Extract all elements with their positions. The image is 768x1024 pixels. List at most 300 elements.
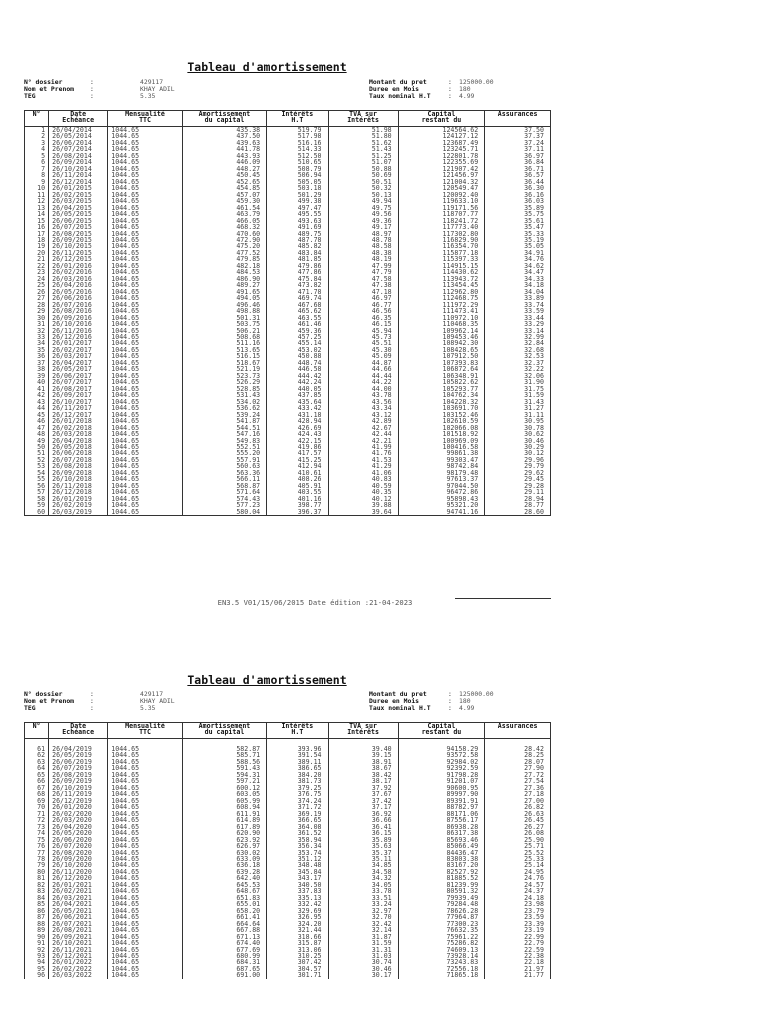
loan-info-left	[24, 691, 224, 713]
amortization-table	[24, 722, 551, 979]
interest-ht-cell: 379.25	[267, 785, 328, 791]
insurance-cell: 28.42	[485, 746, 551, 752]
table-row-spacer	[25, 739, 551, 747]
vat-on-interest-cell: 45.30	[328, 347, 398, 353]
column-header: N°	[25, 723, 49, 739]
due-date-cell: 26/04/2017	[49, 360, 108, 366]
capital-amortization-cell: 441.78	[182, 146, 266, 152]
vat-on-interest-cell: 50.13	[328, 192, 398, 198]
monthly-payment-cell: 1044.65	[108, 843, 183, 849]
vat-on-interest-cell: 44.66	[328, 366, 398, 372]
capital-amortization-cell: 642.40	[182, 875, 266, 881]
interest-ht-cell: 340.50	[267, 882, 328, 888]
row-number-cell: 54	[25, 470, 49, 476]
interest-ht-cell: 403.55	[267, 489, 328, 495]
vat-on-interest-cell: 36.92	[328, 811, 398, 817]
due-date-cell: 26/12/2014	[49, 179, 108, 185]
capital-amortization-cell: 439.63	[182, 140, 266, 146]
due-date-cell: 26/06/2015	[49, 218, 108, 224]
capital-amortization-cell: 566.11	[182, 476, 266, 482]
monthly-payment-cell: 1044.65	[108, 353, 183, 359]
monthly-payment-cell: 1044.65	[108, 850, 183, 856]
capital-amortization-cell: 655.01	[182, 901, 266, 907]
insurance-cell: 37.50	[485, 127, 551, 134]
nom-value: KHAY ADIL	[140, 85, 175, 93]
vat-on-interest-cell: 50.51	[328, 179, 398, 185]
monthly-payment-cell: 1044.65	[108, 895, 183, 901]
due-date-cell: 26/01/2018	[49, 418, 108, 424]
remaining-capital-cell: 105293.77	[398, 386, 485, 392]
due-date-cell: 26/06/2018	[49, 450, 108, 456]
interest-ht-cell: 465.62	[267, 308, 328, 314]
row-number-cell: 2	[25, 133, 49, 139]
capital-amortization-cell: 617.89	[182, 824, 266, 830]
monthly-payment-cell: 1044.65	[108, 133, 183, 139]
capital-amortization-cell: 608.94	[182, 804, 266, 810]
row-number-cell: 55	[25, 476, 49, 482]
due-date-cell: 26/11/2021	[49, 947, 108, 953]
monthly-payment-cell: 1044.65	[108, 412, 183, 418]
vat-on-interest-cell: 48.78	[328, 237, 398, 243]
remaining-capital-cell: 120549.47	[398, 185, 485, 191]
remaining-capital-cell: 75286.82	[398, 940, 485, 946]
interest-ht-cell: 408.26	[267, 476, 328, 482]
due-date-cell: 26/05/2014	[49, 133, 108, 139]
remaining-capital-cell: 119171.56	[398, 205, 485, 211]
remaining-capital-cell: 114915.15	[398, 263, 485, 269]
remaining-capital-cell: 79939.49	[398, 895, 485, 901]
insurance-cell: 32.53	[485, 353, 551, 359]
monthly-payment-cell: 1044.65	[108, 830, 183, 836]
capital-amortization-cell: 571.64	[182, 489, 266, 495]
interest-ht-cell: 450.88	[267, 353, 328, 359]
capital-amortization-cell: 491.65	[182, 289, 266, 295]
monthly-payment-cell: 1044.65	[108, 888, 183, 894]
monthly-payment-cell: 1044.65	[108, 146, 183, 152]
interest-ht-cell: 479.86	[267, 263, 328, 269]
monthly-payment-cell: 1044.65	[108, 489, 183, 495]
remaining-capital-cell: 87556.17	[398, 817, 485, 823]
insurance-cell: 21.97	[485, 966, 551, 972]
row-number-cell: 35	[25, 347, 49, 353]
insurance-cell: 36.57	[485, 172, 551, 178]
page-footer: EN3.5 V01/15/06/2015 Date édition :21-04-2023	[217, 598, 413, 607]
insurance-cell: 31.11	[485, 412, 551, 418]
due-date-cell: 26/08/2019	[49, 772, 108, 778]
interest-ht-cell: 401.16	[267, 496, 328, 502]
due-date-cell: 26/08/2017	[49, 386, 108, 392]
monthly-payment-cell: 1044.65	[108, 914, 183, 920]
row-number-cell: 13	[25, 205, 49, 211]
interest-ht-cell: 519.79	[267, 127, 328, 134]
remaining-capital-cell: 111473.41	[398, 308, 485, 314]
interest-ht-cell: 440.05	[267, 386, 328, 392]
remaining-capital-cell: 72556.18	[398, 966, 485, 972]
insurance-cell: 28.77	[485, 502, 551, 508]
capital-amortization-cell: 588.56	[182, 759, 266, 765]
insurance-cell: 23.59	[485, 914, 551, 920]
remaining-capital-cell: 108942.30	[398, 340, 485, 346]
due-date-cell: 26/06/2020	[49, 837, 108, 843]
row-number-cell: 25	[25, 282, 49, 288]
capital-amortization-cell: 664.64	[182, 921, 266, 927]
vat-on-interest-cell: 32.14	[328, 927, 398, 933]
insurance-cell: 26.08	[485, 830, 551, 836]
insurance-cell: 21.77	[485, 972, 551, 978]
interest-ht-cell: 499.38	[267, 198, 328, 204]
capital-amortization-cell: 687.65	[182, 966, 266, 972]
vat-on-interest-cell: 47.38	[328, 282, 398, 288]
interest-ht-cell: 487.78	[267, 237, 328, 243]
remaining-capital-cell: 102066.08	[398, 425, 485, 431]
monthly-payment-cell: 1044.65	[108, 875, 183, 881]
interest-ht-cell: 381.73	[267, 778, 328, 784]
insurance-cell: 31.90	[485, 379, 551, 385]
vat-on-interest-cell: 37.92	[328, 785, 398, 791]
row-number-cell: 44	[25, 405, 49, 411]
column-header: Assurances	[485, 111, 551, 127]
monthly-payment-cell: 1044.65	[108, 798, 183, 804]
dossier-label: N° dossier	[24, 690, 63, 698]
remaining-capital-cell: 95898.43	[398, 496, 485, 502]
due-date-cell: 26/10/2019	[49, 785, 108, 791]
due-date-cell: 26/01/2016	[49, 263, 108, 269]
remaining-capital-cell: 91798.28	[398, 772, 485, 778]
row-number-cell: 38	[25, 366, 49, 372]
insurance-cell: 27.36	[485, 785, 551, 791]
vat-on-interest-cell: 38.91	[328, 759, 398, 765]
row-number-cell: 9	[25, 179, 49, 185]
interest-ht-cell: 376.75	[267, 791, 328, 797]
remaining-capital-cell: 77300.23	[398, 921, 485, 927]
vat-on-interest-cell: 46.35	[328, 315, 398, 321]
remaining-capital-cell: 83803.38	[398, 856, 485, 862]
insurance-cell: 28.94	[485, 496, 551, 502]
insurance-cell: 23.19	[485, 927, 551, 933]
taux-label: Taux nominal H.T	[369, 92, 431, 100]
due-date-cell: 26/01/2017	[49, 340, 108, 346]
row-number-cell: 40	[25, 379, 49, 385]
remaining-capital-cell: 92392.59	[398, 765, 485, 771]
capital-amortization-cell: 468.32	[182, 224, 266, 230]
capital-amortization-cell: 560.63	[182, 463, 266, 469]
row-number-cell: 7	[25, 166, 49, 172]
insurance-cell: 32.68	[485, 347, 551, 353]
insurance-cell: 34.04	[485, 289, 551, 295]
row-number-cell: 87	[25, 914, 49, 920]
due-date-cell: 26/06/2021	[49, 914, 108, 920]
interest-ht-cell: 405.91	[267, 483, 328, 489]
interest-ht-cell: 457.25	[267, 334, 328, 340]
capital-amortization-cell: 684.31	[182, 959, 266, 965]
monthly-payment-cell: 1044.65	[108, 392, 183, 398]
capital-amortization-cell: 443.93	[182, 153, 266, 159]
vat-on-interest-cell: 34.05	[328, 882, 398, 888]
monthly-payment-cell: 1044.65	[108, 804, 183, 810]
monthly-payment-cell: 1044.65	[108, 340, 183, 346]
insurance-cell: 35.33	[485, 231, 551, 237]
due-date-cell: 26/11/2016	[49, 328, 108, 334]
remaining-capital-cell: 118241.72	[398, 218, 485, 224]
duree-value: 180	[459, 85, 471, 93]
capital-amortization-cell: 484.53	[182, 269, 266, 275]
remaining-capital-cell: 71865.18	[398, 972, 485, 978]
column-header: Amortissement du capital	[182, 723, 266, 739]
vat-on-interest-cell: 37.42	[328, 798, 398, 804]
capital-amortization-cell: 446.09	[182, 159, 266, 165]
vat-on-interest-cell: 49.75	[328, 205, 398, 211]
insurance-cell: 35.05	[485, 243, 551, 249]
monthly-payment-cell: 1044.65	[108, 185, 183, 191]
interest-ht-cell: 495.55	[267, 211, 328, 217]
insurance-cell: 29.28	[485, 483, 551, 489]
due-date-cell: 26/02/2016	[49, 269, 108, 275]
interest-ht-cell: 503.18	[267, 185, 328, 191]
vat-on-interest-cell: 50.32	[328, 185, 398, 191]
row-number-cell: 96	[25, 972, 49, 978]
monthly-payment-cell: 1044.65	[108, 856, 183, 862]
row-number-cell: 34	[25, 340, 49, 346]
capital-amortization-cell: 591.43	[182, 765, 266, 771]
row-number-cell: 57	[25, 489, 49, 495]
insurance-cell: 25.71	[485, 843, 551, 849]
due-date-cell: 26/01/2021	[49, 882, 108, 888]
monthly-payment-cell: 1044.65	[108, 476, 183, 482]
insurance-cell: 33.14	[485, 328, 551, 334]
row-number-cell: 8	[25, 172, 49, 178]
capital-amortization-cell: 633.09	[182, 856, 266, 862]
monthly-payment-cell: 1044.65	[108, 159, 183, 165]
insurance-cell: 35.47	[485, 224, 551, 230]
due-date-cell: 26/03/2019	[49, 509, 108, 516]
insurance-cell: 37.11	[485, 146, 551, 152]
remaining-capital-cell: 110972.10	[398, 315, 485, 321]
remaining-capital-cell: 75961.22	[398, 934, 485, 940]
vat-on-interest-cell: 50.69	[328, 172, 398, 178]
vat-on-interest-cell: 42.67	[328, 425, 398, 431]
loan-info-right	[369, 691, 529, 713]
remaining-capital-cell: 85693.46	[398, 837, 485, 843]
capital-amortization-cell: 437.50	[182, 133, 266, 139]
due-date-cell: 26/03/2017	[49, 353, 108, 359]
due-date-cell: 26/03/2016	[49, 276, 108, 282]
insurance-cell: 27.54	[485, 778, 551, 784]
capital-amortization-cell: 614.89	[182, 817, 266, 823]
remaining-capital-cell: 81239.99	[398, 882, 485, 888]
due-date-cell: 26/06/2019	[49, 759, 108, 765]
remaining-capital-cell: 77964.87	[398, 914, 485, 920]
due-date-cell: 26/10/2018	[49, 476, 108, 482]
monthly-payment-cell: 1044.65	[108, 289, 183, 295]
row-number-cell: 66	[25, 778, 49, 784]
capital-amortization-cell: 661.41	[182, 914, 266, 920]
teg-value: 5.35	[140, 704, 156, 712]
due-date-cell: 26/12/2018	[49, 489, 108, 495]
remaining-capital-cell: 85066.49	[398, 843, 485, 849]
interest-ht-cell: 516.16	[267, 140, 328, 146]
vat-on-interest-cell: 35.37	[328, 850, 398, 856]
capital-amortization-cell: 563.36	[182, 470, 266, 476]
insurance-cell: 34.18	[485, 282, 551, 288]
monthly-payment-cell: 1044.65	[108, 328, 183, 334]
remaining-capital-cell: 74609.13	[398, 947, 485, 953]
monthly-payment-cell: 1044.65	[108, 321, 183, 327]
vat-on-interest-cell: 44.44	[328, 373, 398, 379]
row-number-cell: 43	[25, 399, 49, 405]
insurance-cell: 27.00	[485, 798, 551, 804]
capital-amortization-cell: 494.05	[182, 295, 266, 301]
vat-on-interest-cell: 34.85	[328, 862, 398, 868]
interest-ht-cell: 369.19	[267, 811, 328, 817]
monthly-payment-cell: 1044.65	[108, 959, 183, 965]
capital-amortization-cell: 557.91	[182, 457, 266, 463]
vat-on-interest-cell: 33.51	[328, 895, 398, 901]
due-date-cell: 26/02/2017	[49, 347, 108, 353]
interest-ht-cell: 332.42	[267, 901, 328, 907]
interest-ht-cell: 386.65	[267, 765, 328, 771]
row-number-cell: 32	[25, 328, 49, 334]
colon: :	[90, 704, 94, 712]
insurance-cell: 24.57	[485, 882, 551, 888]
insurance-cell: 29.45	[485, 476, 551, 482]
capital-amortization-cell: 536.62	[182, 405, 266, 411]
remaining-capital-cell: 117773.40	[398, 224, 485, 230]
remaining-capital-cell: 84436.47	[398, 850, 485, 856]
vat-on-interest-cell: 39.88	[328, 502, 398, 508]
vat-on-interest-cell: 43.78	[328, 392, 398, 398]
capital-amortization-cell: 472.90	[182, 237, 266, 243]
interest-ht-cell: 318.66	[267, 934, 328, 940]
taux-label: Taux nominal H.T	[369, 704, 431, 712]
insurance-cell: 27.72	[485, 772, 551, 778]
vat-on-interest-cell: 40.35	[328, 489, 398, 495]
monthly-payment-cell: 1044.65	[108, 166, 183, 172]
due-date-cell: 26/11/2020	[49, 869, 108, 875]
insurance-cell: 29.96	[485, 457, 551, 463]
remaining-capital-cell: 90600.95	[398, 785, 485, 791]
row-number-cell: 79	[25, 862, 49, 868]
monthly-payment-cell: 1044.65	[108, 405, 183, 411]
interest-ht-cell: 343.17	[267, 875, 328, 881]
remaining-capital-cell: 109962.14	[398, 328, 485, 334]
insurance-cell: 34.62	[485, 263, 551, 269]
vat-on-interest-cell: 34.58	[328, 869, 398, 875]
monthly-payment-cell: 1044.65	[108, 276, 183, 282]
vat-on-interest-cell: 48.38	[328, 250, 398, 256]
insurance-cell: 27.90	[485, 765, 551, 771]
row-number-cell: 23	[25, 269, 49, 275]
colon: :	[448, 92, 452, 100]
colon: :	[448, 704, 452, 712]
row-number-cell: 65	[25, 772, 49, 778]
vat-on-interest-cell: 32.70	[328, 914, 398, 920]
due-date-cell: 26/10/2015	[49, 243, 108, 249]
remaining-capital-cell: 82527.92	[398, 869, 485, 875]
capital-amortization-cell: 623.92	[182, 837, 266, 843]
row-number-cell: 77	[25, 850, 49, 856]
interest-ht-cell: 463.55	[267, 315, 328, 321]
capital-amortization-cell: 496.46	[182, 302, 266, 308]
interest-ht-cell: 508.79	[267, 166, 328, 172]
monthly-payment-cell: 1044.65	[108, 811, 183, 817]
row-number-cell: 83	[25, 888, 49, 894]
row-number-cell: 92	[25, 947, 49, 953]
vat-on-interest-cell: 39.15	[328, 752, 398, 758]
interest-ht-cell: 315.87	[267, 940, 328, 946]
monthly-payment-cell: 1044.65	[108, 269, 183, 275]
empty-cell	[485, 739, 551, 747]
vat-on-interest-cell: 51.25	[328, 153, 398, 159]
nom-label: Nom et Prenom	[24, 85, 75, 93]
vat-on-interest-cell: 35.89	[328, 837, 398, 843]
monthly-payment-cell: 1044.65	[108, 315, 183, 321]
remaining-capital-cell: 73243.83	[398, 959, 485, 965]
capital-amortization-cell: 651.83	[182, 895, 266, 901]
interest-ht-cell: 467.68	[267, 302, 328, 308]
due-date-cell: 26/06/2016	[49, 295, 108, 301]
row-number-cell: 51	[25, 450, 49, 456]
row-number-cell: 74	[25, 830, 49, 836]
interest-ht-cell: 366.65	[267, 817, 328, 823]
interest-ht-cell: 437.85	[267, 392, 328, 398]
remaining-capital-cell: 104762.34	[398, 392, 485, 398]
monthly-payment-cell: 1044.65	[108, 386, 183, 392]
insurance-cell: 33.74	[485, 302, 551, 308]
interest-ht-cell: 374.24	[267, 798, 328, 804]
column-header: Date Echéance	[49, 723, 108, 739]
capital-amortization-cell: 552.51	[182, 444, 266, 450]
capital-amortization-cell: 470.60	[182, 231, 266, 237]
vat-on-interest-cell: 36.66	[328, 817, 398, 823]
interest-ht-cell: 351.12	[267, 856, 328, 862]
teg-value: 5.35	[140, 92, 156, 100]
capital-amortization-cell: 521.19	[182, 366, 266, 372]
duree-label: Duree en Mois	[369, 85, 420, 93]
vat-on-interest-cell: 38.42	[328, 772, 398, 778]
capital-amortization-cell: 503.75	[182, 321, 266, 327]
capital-amortization-cell: 459.30	[182, 198, 266, 204]
column-header: Mensualité TTC	[108, 111, 183, 127]
remaining-capital-cell: 121456.97	[398, 172, 485, 178]
capital-amortization-cell: 597.21	[182, 778, 266, 784]
row-number-cell: 36	[25, 353, 49, 359]
capital-amortization-cell: 658.20	[182, 908, 266, 914]
row-number-cell: 59	[25, 502, 49, 508]
insurance-cell: 36.16	[485, 192, 551, 198]
capital-amortization-cell: 448.27	[182, 166, 266, 172]
row-number-cell: 49	[25, 438, 49, 444]
monthly-payment-cell: 1044.65	[108, 140, 183, 146]
due-date-cell: 26/10/2017	[49, 399, 108, 405]
monthly-payment-cell: 1044.65	[108, 483, 183, 489]
interest-ht-cell: 446.58	[267, 366, 328, 372]
interest-ht-cell: 489.75	[267, 231, 328, 237]
insurance-cell: 36.03	[485, 198, 551, 204]
row-number-cell: 70	[25, 804, 49, 810]
remaining-capital-cell: 86938.28	[398, 824, 485, 830]
vat-on-interest-cell: 36.15	[328, 830, 398, 836]
monthly-payment-cell: 1044.65	[108, 425, 183, 431]
due-date-cell: 26/04/2019	[49, 746, 108, 752]
vat-on-interest-cell: 41.99	[328, 444, 398, 450]
colon: :	[448, 85, 452, 93]
interest-ht-cell: 483.84	[267, 250, 328, 256]
remaining-capital-cell: 115397.33	[398, 256, 485, 262]
monthly-payment-cell: 1044.65	[108, 940, 183, 946]
row-number-cell: 41	[25, 386, 49, 392]
remaining-capital-cell: 116354.70	[398, 243, 485, 249]
monthly-payment-cell: 1044.65	[108, 431, 183, 437]
